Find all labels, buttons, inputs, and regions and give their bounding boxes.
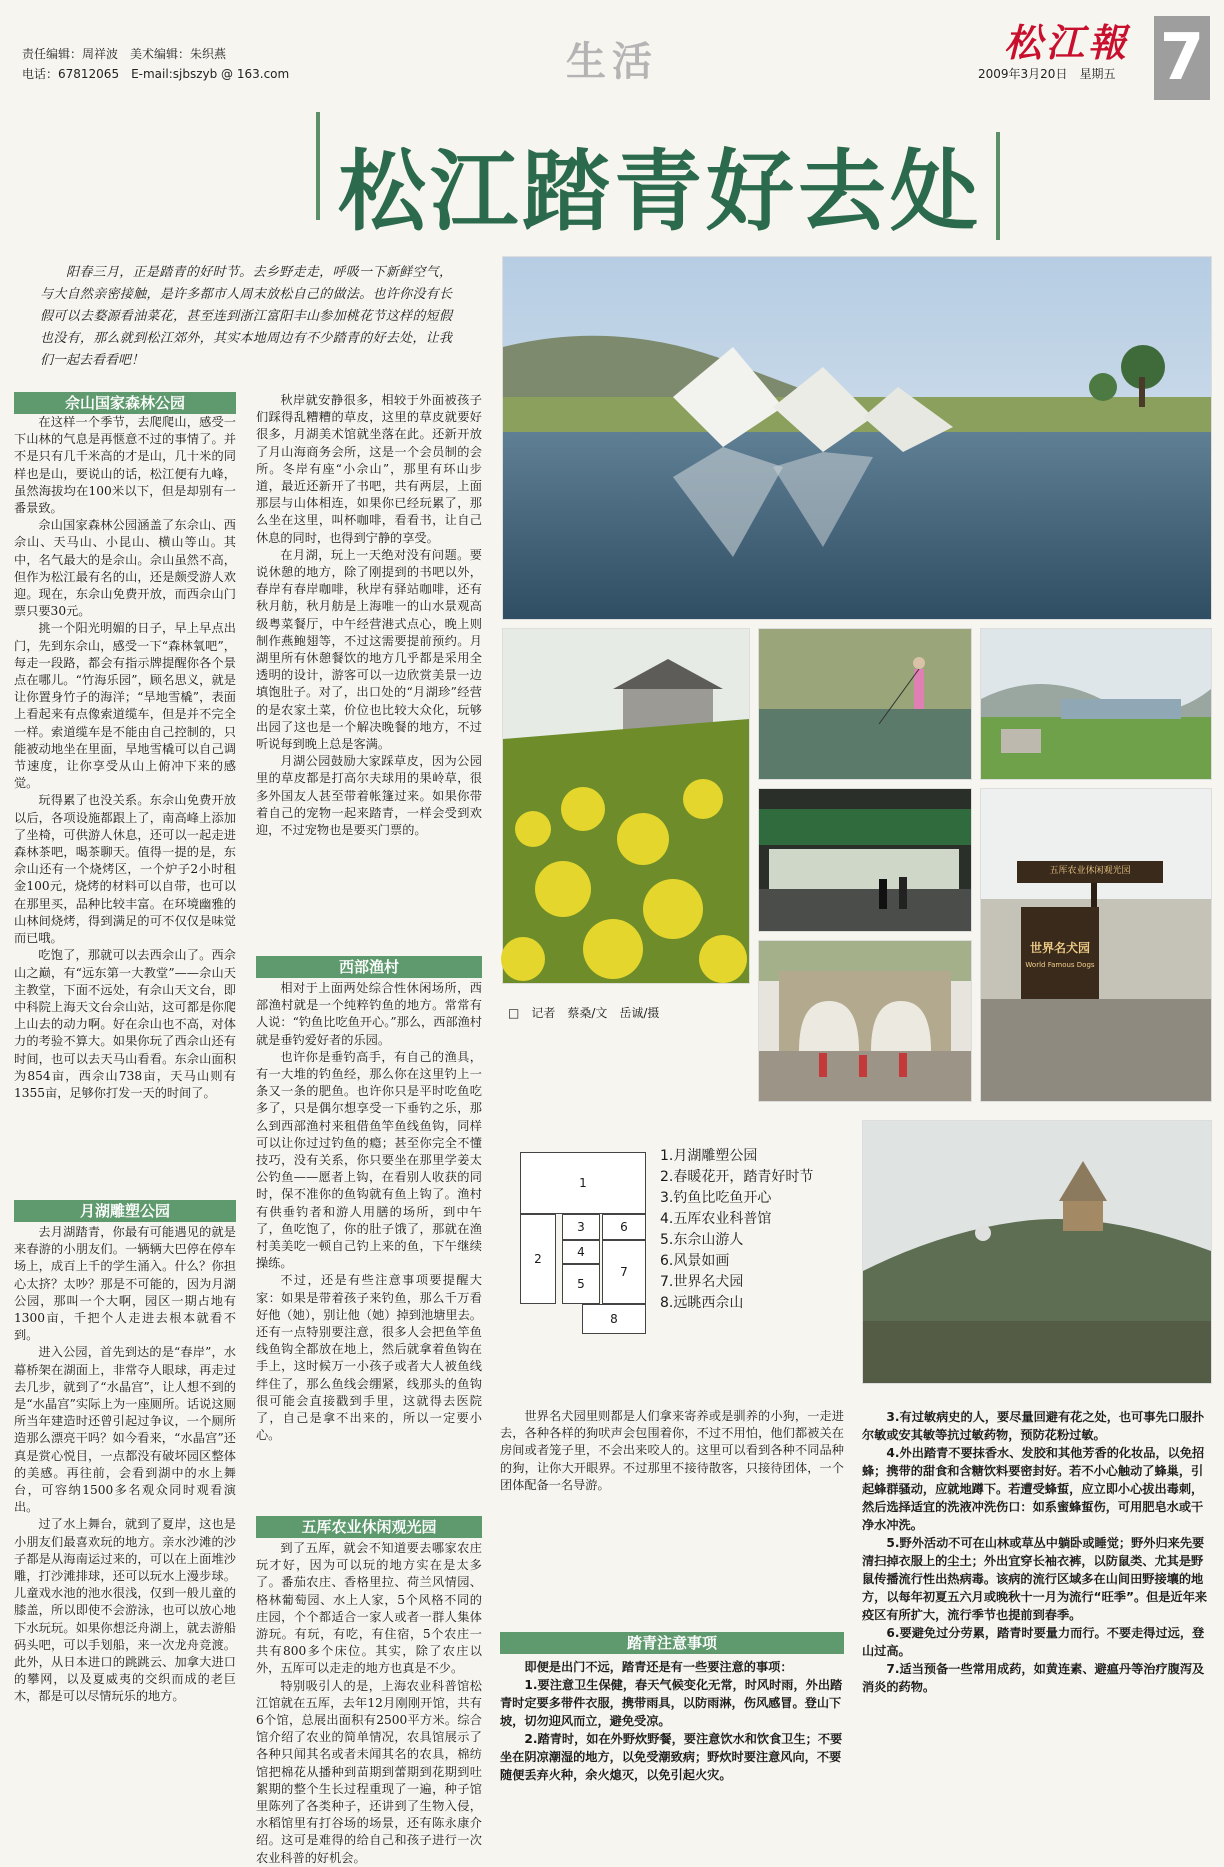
tip-item: 7.适当预备一些常用成药，如黄连素、避瘟丹等治疗腹泻及消炎的药物。 xyxy=(862,1662,1205,1694)
tip-item: 1.要注意卫生保健，春天气候变化无常，时风时雨，外出踏青时定要多带件衣服，携带雨具，以防雨淋，伤风感冒。登山下坡，切勿迎风而立，避免受凉。 xyxy=(500,1678,843,1728)
tip-item: 4.外出踏青不要抹香水、发胶和其他芳香的化妆品，以免招蜂；携带的甜食和含糖饮料要密封好。若不小心触动了蜂巢，引起蜂群骚动，应就地蹲下。若遭受蜂蜇，应立即小心拔出毒刺，然后选择适宜的洗液冲洗伤口：如系蜜蜂蜇伤，可用肥皂水或干净水冲洗。 xyxy=(862,1446,1205,1532)
photo-sheshan-visitors xyxy=(758,940,972,1102)
photo-fishing xyxy=(758,628,972,780)
subhead-tips: 踏青注意事项 xyxy=(500,1632,844,1654)
paragraph: 在月湖，玩上一天绝对没有问题。要说休憩的地方，除了刚提到的书吧以外，春岸有春岸咖啡，秋岸有驿站咖啡，还有秋月舫，秋月舫是上海唯一的山水景观高级粤菜餐厅，中午经营港式点心，晚上则制作燕鲍翅等，不过这需要提前预约。月湖里所有休憩餐饮的地方几乎都是采用全透明的设计，游客可以一边欣赏美景一边填饱肚子。对了，出口处的“月湖珍”经营的是农家土菜，价位也比较大众化，玩够出园了这也是一个解决晚餐的地方，不过听说每到晚上总是客满。 xyxy=(256,547,482,752)
grid-cell-7: 7 xyxy=(602,1240,646,1304)
article-yuehu-part2 xyxy=(256,392,482,940)
article-sheshan xyxy=(14,414,236,1194)
tips-part1 xyxy=(500,1658,844,1786)
legend-item: 7.世界名犬园 xyxy=(660,1274,744,1290)
paragraph: 特别吸引人的是，上海农业科普馆松江馆就在五厍，去年12月刚刚开馆，共有6个馆，总展出面积有2500平方米。综合馆介绍了农业的简单情况，农具馆展示了各种只闻其名或者未闻其名的农具，棉纺馆把棉花从播种到苗期到蕾期到花期到吐絮期的整个生长过程重现了一遍，种子馆里陈列了各类种子，还讲到了生物入侵，水稻馆里有打谷场的场景，还有陈永康介绍。这可是难得的给自己和孩子进行一次农业科普的好机会。 xyxy=(256,1678,482,1865)
paragraph: 世界名犬园里则都是人们拿来寄养或是驯养的小狗，一走进去，各种各样的狗吠声会包围着你，不过不用怕，他们都被关在房间或者笼子里，不会出来咬人的。这里可以看到各种不同品种的狗，让你大开眼界。不过那里不接待散客，只接待团体，一个团体配备一名导游。 xyxy=(500,1409,844,1492)
legend-item: 4.五厍农业科普馆 xyxy=(660,1211,772,1227)
photo-scenery-image xyxy=(981,629,1211,779)
grid-cell-4: 4 xyxy=(562,1240,600,1264)
sign-english-text: World Famous Dogs xyxy=(1025,961,1095,969)
grid-cell-3: 3 xyxy=(562,1214,600,1240)
subhead-yuehu: 月湖雕塑公园 xyxy=(14,1200,236,1222)
paragraph: 玩得累了也没关系。东佘山免费开放以后，各项设施都跟上了，南高峰上添加了坐椅，可供游人休息，还可以一起走进森林茶吧，喝茶聊天。值得一提的是，东佘山还有一个烧烤区，一个炉子2小时租金100元，烧烤的材料可以自带，也可以在那里买，品种比较丰富。在环境幽雅的山林间烧烤，得到满足的可不仅仅是味觉而已哦。 xyxy=(14,793,236,946)
paragraph: 挑一个阳光明媚的日子，早上早点出门，先到东佘山，感受一下“森林氧吧”，每走一段路，都会有指示牌提醒你各个景点在哪儿。“竹海乐园”，顾名思义，就是让你置身竹子的海洋；“旱地雪橇”，表面上看起来有点像索道缆车，但是并不完全一样。索道缆车是不能由自己控制的，只能被动地坐在里面，旱地雪橇可以自己调节速度，让你享受从山上俯冲下来的感觉。 xyxy=(14,621,236,791)
paragraph: 也许你是垂钓高手，有自己的渔具，有一大堆的钓鱼经，那么你在这里钓上一条又一条的肥鱼。也许你只是平时吃鱼吃多了，只是偶尔想享受一下垂钓之乐，那么到西部渔村来租借鱼竿鱼线鱼钩，同样可以让你过过钓鱼的瘾；甚至你完全不懂技巧，没有关系，你只要坐在那里学姜太公钓鱼——愿者上钩，在看别人收获的同时，保不准你的鱼钩就有鱼上钩了。渔村有供垂钓者和游人用膳的场所，到中午了，鱼吃饱了，你的肚子饿了，那就在渔村美美吃一顿自己钓上来的鱼，下午继续操练。 xyxy=(256,1049,482,1271)
subhead-wuku: 五厍农业休闲观光园 xyxy=(256,1516,482,1538)
legend-item: 1.月湖雕塑公园 xyxy=(660,1148,758,1164)
paragraph: 到了五厍，就会不知道要去哪家农庄玩才好，因为可以玩的地方实在是太多了。番茄农庄、香格里拉、荷兰风情园、格林葡萄园、水上人家，5个风格不同的庄园，个个都适合一家人或者一群人集体游玩。有玩，有吃，有住宿，5个农庄一共有800多个床位。其实，除了农庄以外，五厍可以走走的地方也真是不少。 xyxy=(256,1541,482,1676)
legend-item: 5.东佘山游人 xyxy=(660,1232,744,1248)
paper-logo: 松江報 xyxy=(1004,20,1131,65)
photo-fishing-image xyxy=(759,629,971,779)
lead-paragraph: 阳春三月，正是踏青的好时节。去乡野走走，呼吸一下新鲜空气，与大自然亲密接触，是许多都市人周末放松自己的做法。也许你没有长假可以去婺源看油菜花，甚至连到浙江富阳丰山参加桃花节这样的短假也没有，那么就到松江郊外，其实本地周边有不少踏青的好去处，让我们一起去看看吧！ xyxy=(40,265,452,368)
paragraph: 月湖公园鼓励大家踩草皮，因为公园里的草皮都是打高尔夫球用的果岭草，很多外国友人甚至带着帐篷过来。如果你带着自己的宠物一起来踏青，一样会受到欢迎，不过宠物也是要买门票的。 xyxy=(256,754,482,838)
paragraph: 秋岸就安静很多，相较于外面被孩子们踩得乱糟糟的草皮，这里的草皮就要好很多，月湖美术馆就坐落在此。还新开放了月山海商务会所，这是一个会员制的会所。冬岸有座“小佘山”，那里有环山步道，最近还新开了书吧，共有两层，上面那层与山体相连，如果你已经玩累了，那么坐在这里，叫杯咖啡，看看书，让自己休息的同时，也得到宁静的享受。 xyxy=(256,393,482,545)
contact-line: 电话：67812065 E-mail:sjbszyb @ 163.com xyxy=(22,67,290,81)
paragraph: 不过，还是有些注意事项要提醒大家：如果是带着孩子来钓鱼，那么千万看好他（她），别让他（她）掉到池塘里去。还有一点特别要注意，很多人会把鱼竿鱼线鱼钩全都放在地上，然后就拿着鱼钩在手上，这时候万一小孩子或者大人被鱼线绊住了，那么鱼线会绷紧，线那头的鱼钩很可能会直接戳到手里，这就得去医院了，自己是拿不出来的，所以一定要小心。 xyxy=(256,1273,482,1443)
grid-cell-1: 1 xyxy=(520,1152,646,1214)
article-xibu xyxy=(256,980,482,1504)
paragraph: 佘山国家森林公园涵盖了东佘山、西佘山、天马山、小昆山、横山等山。其中，名气最大的是佘山。佘山虽然不高，但作为松江最有名的山，还是颇受游人欢迎。现在，东佘山免费开放，而西佘山门票只要30元。 xyxy=(14,518,236,619)
photo-credit: □ 记者 蔡桑/文 岳诚/摄 xyxy=(508,1006,660,1020)
headline-rule-right xyxy=(996,132,1000,240)
article-wuku-part1 xyxy=(256,1540,482,1865)
tip-item: 6.要避免过分劳累，踏青时要量力而行。不要走得过远，登山过高。 xyxy=(862,1626,1205,1658)
editor-line: 责任编辑：周祥波 美术编辑：朱织燕 xyxy=(22,47,227,61)
masthead-editors xyxy=(22,44,402,84)
photo-sheshan-visitors-image xyxy=(759,941,971,1101)
subhead-sheshan: 佘山国家森林公园 xyxy=(14,392,236,414)
tip-item: 2.踏青时，如在外野炊野餐，要注意饮水和饮食卫生；不要坐在阴凉潮湿的地方，以免受潮致病；野炊时要注意风向，不要随便丢弃火种，余火熄灭，以免引起火灾。 xyxy=(500,1732,843,1782)
tips-part2 xyxy=(862,1408,1212,1786)
article-yuehu-part1 xyxy=(14,1224,236,1784)
sign-top-text: 五厍农业休闲观光园 xyxy=(1049,866,1131,876)
photo-spring-flowers xyxy=(502,628,750,984)
paragraph: 相对于上面两处综合性休闲场所，西部渔村就是一个纯粹钓鱼的地方。常常有人说：“钓鱼比吃鱼开心。”那么，西部渔村就是垂钓爱好者的乐园。 xyxy=(256,981,482,1047)
photo-legend xyxy=(660,1146,856,1314)
photo-sculpture-park xyxy=(502,256,1212,620)
legend-item: 2.春暖花开，踏青好时节 xyxy=(660,1169,814,1185)
section-name: 生活 xyxy=(566,39,658,85)
paragraph: 过了水上舞台，就到了夏岸，这也是小朋友们最喜欢玩的地方。亲水沙滩的沙子都是从海南运过来的，可以在上面堆沙雕，打沙滩排球，还可以玩水上漫步球。儿童戏水池的池水很浅，仅到一般儿童的膝盖，所以即使不会游泳，也可以放心地下水玩玩。如果你想泛舟湖上，就去游船码头吧，可以手划船，来一次龙舟竞渡。此外，从日本进口的跳跳云、加拿大进口的攀网，以及夏威夷的交织而成的老巨木，都是可以尽情玩乐的地方。 xyxy=(14,1517,236,1704)
photo-science-museum-image xyxy=(759,789,971,931)
photo-scenery xyxy=(980,628,1212,780)
photo-west-sheshan-image xyxy=(863,1121,1211,1383)
grid-cell-8: 8 xyxy=(582,1304,646,1334)
article-wuku-part2 xyxy=(500,1408,844,1628)
grid-cell-6: 6 xyxy=(602,1214,646,1240)
grid-cell-5: 5 xyxy=(562,1264,600,1304)
headline: 松江踏青好去处 xyxy=(338,140,983,243)
tip-item: 3.有过敏病史的人，要尽量回避有花之处，也可事先口服扑尔敏或安其敏等抗过敏药物，预防花粉过敏。 xyxy=(862,1410,1205,1442)
issue-date: 2009年3月20日 星期五 xyxy=(978,67,1116,81)
photo-spring-flowers-image xyxy=(503,629,749,983)
paragraph: 去月湖踏青，你最有可能遇见的就是来春游的小朋友们。一辆辆大巴停在停车场上，成百上千的学生涌入。什么？你担心太挤？太吵？那是不可能的，因为月湖公园，那叫一个大啊，园区一期占地有1300亩，千把个人走进去根本就看不到。 xyxy=(14,1225,236,1343)
photo-science-museum xyxy=(758,788,972,932)
paragraph: 在这样一个季节，去爬爬山，感受一下山林的气息是再惬意不过的事情了。并不是只有几千米高的才是山，几十米的同样也是山，要说山的话，松江便有九峰，虽然海拔均在100米以下，但是却别有一番景致。 xyxy=(14,415,236,516)
grid-cell-2: 2 xyxy=(520,1214,556,1304)
photo-dog-park xyxy=(980,788,1212,1102)
legend-item: 8.远眺西佘山 xyxy=(660,1295,744,1311)
page-number: 7 xyxy=(1154,16,1210,100)
photo-sculpture-park-image xyxy=(503,257,1211,619)
subhead-xibu: 西部渔村 xyxy=(256,956,482,978)
tips-intro: 即便是出门不远，踏青还是有一些要注意的事项： xyxy=(524,1660,793,1674)
paragraph: 进入公园，首先到达的是“春岸”，水幕桥架在湖面上，非常夺人眼球，再走过去几步，就到了“水晶宫”，让人想不到的是“水晶宫”实际上为一座厕所。话说这厕所当年建造时还曾引起过争议，一个厕所造那么漂亮干吗？如今看来，“水晶宫”还真是赏心悦目，一点都没有破坏园区整体的美感。再往前，会看到湖中的水上舞台，可容纳1500多名观众同时观看演出。 xyxy=(14,1345,236,1515)
tip-item: 5.野外活动不可在山林或草丛中躺卧或睡觉；野外归来先要清扫掉衣服上的尘土；外出宜穿长袖衣裤，以防鼠类、尤其是野鼠传播流行性出热病毒。该病的流行区域多在山间田野接壤的地方，以每年初夏五六月或晚秋十一月为流行“旺季”。但是近年来疫区有所扩大，流行季节也提前到春季。 xyxy=(862,1536,1208,1622)
headline-rule-left xyxy=(316,112,320,220)
sign-main-text: 世界名犬园 xyxy=(1029,941,1090,955)
legend-item: 3.钓鱼比吃鱼开心 xyxy=(660,1190,772,1206)
photo-west-sheshan xyxy=(862,1120,1212,1384)
paragraph: 吃饱了，那就可以去西佘山了。西佘山之巅，有“远东第一大教堂”——佘山天主教堂，下面不远处，有佘山天文台，即中科院上海天文台佘山站，这可都是你爬上山去的动力啊。好在佘山也不高，对体力的考验不算大。如果你玩了西佘山还有时间，也可以去天马山看看。东佘山面积为854亩，西佘山738亩，天马山则有1355亩，足够你打发一天的时间了。 xyxy=(14,948,236,1100)
legend-item: 6.风景如画 xyxy=(660,1253,730,1269)
